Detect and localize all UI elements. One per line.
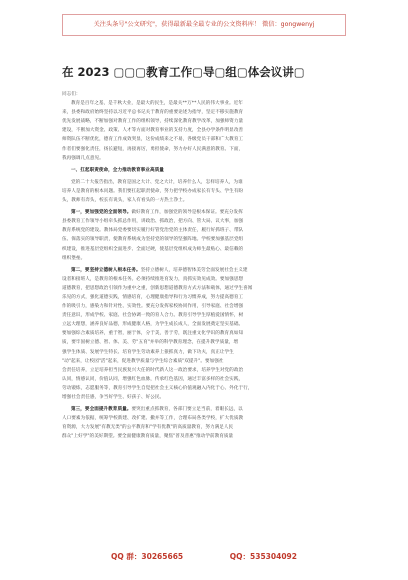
line-text: 会责任培养，立足培养担当民族复兴大任的时代新人这一政治要求，培养学生对党的政治: [62, 367, 244, 373]
body-line: [62, 375, 348, 384]
line-text: 头，教师有奔头，校长有说头，家人有看头的一方热土净土。: [62, 198, 188, 204]
body-line: [62, 254, 348, 263]
footer-contact: [0, 551, 408, 565]
line-text: 乐见的方式，强化道德实践，情感培育，心理健康指导和行为习惯养成，努力提高德育工: [62, 294, 244, 300]
line-text: 培养人是教育的根本问题。我们要扛起职责使命，努力把学校办成家长有专头、学生有盼: [62, 188, 244, 194]
line-text: 伍、保落实的领导职责，使教育系统成为坚持党的领导的坚强阵地。学校要加强基层党组: [62, 237, 244, 243]
document-title: 在 2023 ▢▢▢教育工作▢导▢组▢体会议讲▢: [62, 65, 305, 79]
line-text: 认同，情感认同，价值认同，增强红色血脉，传承红色基因，通过丰富多样的社会实践，: [62, 376, 244, 382]
line-text: 增强社会责任感，争当好学生、好孩子、好公民。: [62, 395, 165, 400]
line-text: 教育系统党的建设。教体局党委要切实履行好管党治党的主体责任，履行好抓班子、带队: [62, 228, 244, 234]
body-line: [62, 405, 348, 414]
line-text: 织建设，推进基层党组织全面进步、全面过硬，使基层党组织成为师生最贴心、最信赖的: [62, 246, 244, 252]
line-text: 劳动锻炼，志愿服务等，教育引导学生自觉把社会主义核心价值观融入内化于心、外化于行，: [62, 385, 253, 391]
line-text: 一、扛起职责使命，全力推动教育事业高质量: [71, 167, 164, 173]
line-text: "动"起来，让校园"活"起来，促进教学质量与学生综合素质"双提升"。要加强社: [62, 358, 224, 364]
body-line: [62, 99, 348, 108]
line-text: 我再强调几点意见。: [62, 155, 104, 161]
body-line: [62, 217, 348, 226]
body-line: [62, 235, 348, 244]
line-text: 作的吸引力，感染力和针对性、实效性。要充分发挥家校协同作用，引导家庭、社会增强: [62, 304, 244, 310]
body-line: [62, 384, 348, 393]
line-text: 强学生体质、发展学生特长、培育学生劳动素养上狠抓真力，做下功夫，真正让学生: [62, 349, 234, 355]
body-line: [62, 338, 348, 347]
body-line: [62, 293, 348, 302]
body-line: [62, 366, 348, 375]
line-text: 设者和接班人，是教育的根本任务。必须持续推进育发力，真抓实效见成效。要加强思想: [62, 276, 244, 282]
promo-banner: 关注头条号"公文研究"，获得最新最全最专业的公文资料库！ 微信：gongwenyj: [62, 14, 346, 36]
line-text: 师资队伍不断优化，德育工作成效突显，这份成绩来之不易，各级党员干部和广大教育工: [62, 137, 244, 143]
qq-contact-label: QQ：535304092: [229, 552, 297, 561]
line-text: 教育是百年之基，是千秋大业，是最大的民生，是最关**万**人民的伟大事业。近年: [71, 101, 243, 107]
body-line: [62, 154, 348, 163]
line-text: 人口要素为依据，统筹学校新建、改扩建、撤并等工作，合理布局各类学校，扩大优质教: [62, 416, 244, 422]
line-text: 作者们要强化责任，扬长避短，再接再厉，勇担使命，努力办好人民满意的教育。下面，: [62, 146, 244, 152]
body-line: [62, 320, 348, 329]
line-text: 坚持立德树人，培养德智体美劳全面发展社会主义建: [140, 267, 248, 273]
body-line: [62, 126, 348, 135]
body-line: [62, 311, 348, 320]
line-text: 责任意识，形成学校、家庭、社会协调一致的育人合力。教育引导学生厚植爱国情怀，树: [62, 313, 244, 319]
body-line: [62, 178, 348, 187]
body-line: [62, 348, 348, 357]
body-line: [62, 275, 348, 284]
line-text: 组织堡垒。: [62, 255, 86, 261]
body-line: [62, 266, 348, 275]
line-text: 建设，不断加大资金、政策、人才等方面对教育事业的支持力度，全县办学条件明显改善: [62, 128, 244, 134]
greeting: 同志们：: [62, 92, 81, 97]
body-line: [62, 245, 348, 254]
body-line: [62, 329, 348, 338]
paragraph-lead: 第三，要全面提升教育质量。: [71, 407, 132, 413]
body-line: [62, 108, 348, 117]
document-body: [62, 90, 348, 540]
body-line: [62, 166, 348, 175]
body-line: [62, 226, 348, 235]
line-text: 县委教育工作领导小组牵头抓总作用，讲政治、抓政治，把方向、管大局、议大事，加强: [62, 219, 244, 225]
line-text: 立远大理想，涵养良好品德，形成健康人格，为学生成长成人，全面发展奠定坚实基础。: [62, 322, 244, 328]
line-text: 道德教育，把思想政治引领作为重中之重，创新思想道德教育方式方法和载体，通过学生喜闻: [62, 285, 253, 291]
body-line: [62, 414, 348, 423]
body-line: [62, 432, 348, 441]
body-line: [62, 208, 348, 217]
paragraph-lead: 第二，要坚持立德树人根本任务。: [71, 267, 141, 273]
body-line: [62, 302, 348, 311]
line-text: 做好教育工作，加强党的领导是根本保证。要充分发挥: [131, 210, 243, 216]
body-line: [62, 145, 348, 154]
line-text: 要加强综合素质培养，重于智，丽于体，分于美，善于劳，既注重文化学识的教育真如知: [62, 331, 244, 337]
body-line: [62, 393, 348, 402]
body-line: [62, 284, 348, 293]
line-text: 质，要牢固树立德、智、体、美、劳"五育"并举的科学教育理念，在提升教学质量，增: [62, 340, 239, 346]
body-line: [62, 196, 348, 205]
line-text: 育资源，大力发展"有教无类"的公平教育和"学有优教"的高质量教育，努力满足人民: [62, 425, 234, 431]
body-line: [62, 357, 348, 366]
line-text: 要突出重点抓教育，各部门要立足当前，着眼长远，以: [131, 407, 243, 413]
line-text: 优先发展战略，不断加强对教育工作的组织领导，持续深化教育教学改革，加强师资力量: [62, 119, 244, 125]
body-line: [62, 423, 348, 432]
line-text: 党的二十大报告指出，教育是国之大计、党之大计，培养什么人，怎样培养人，为谁: [71, 179, 243, 185]
body-line: [62, 187, 348, 196]
body-line: [62, 117, 348, 126]
body-line: [62, 135, 348, 144]
line-text: 群众"上好学"的美好期望。要全面健康教育质量，聚焦"普及普惠"推动学前教育质量: [62, 434, 234, 440]
qq-group-label: QQ 群：30265665: [111, 552, 184, 561]
paragraph-lead: 第一，要加强党的全面领导。: [71, 210, 132, 216]
line-text: 来，县委和政府始终坚持以习近平总书记关于教育的重要论述为指导，坚定不移实施教育: [62, 110, 244, 116]
